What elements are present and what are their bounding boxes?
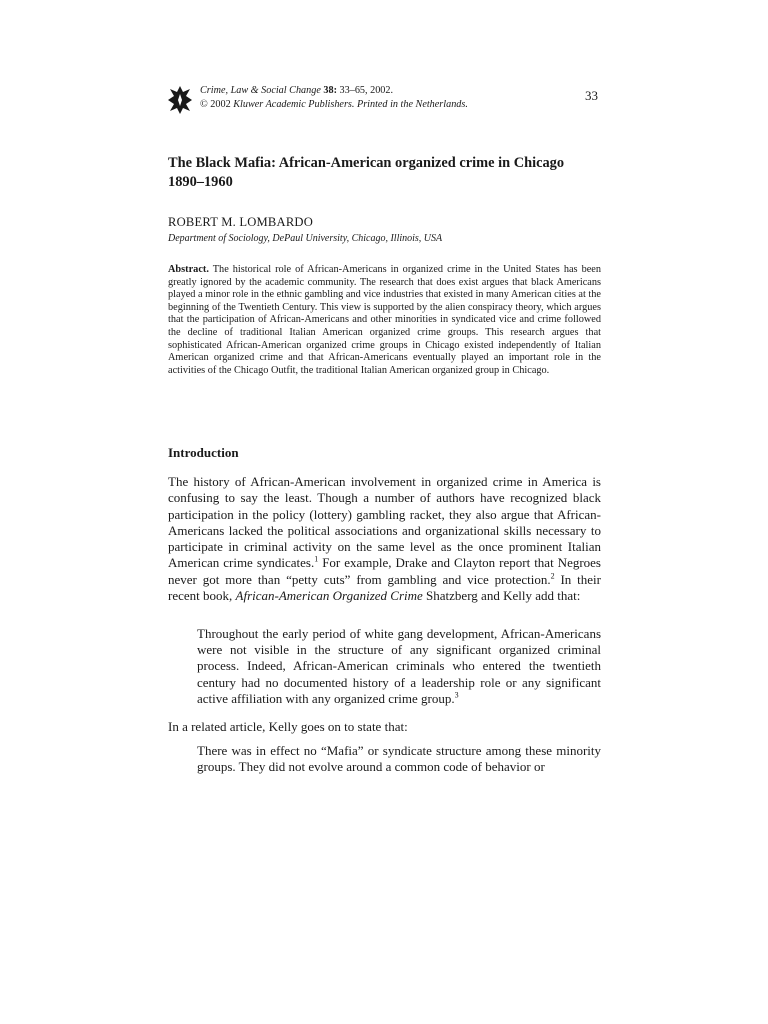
- block-quote-2: There was in effect no “Mafia” or syndicate structure among these minority groups. They did not evolve around a common code of behavior or: [197, 743, 601, 775]
- abstract-text: The historical role of African-Americans in organized crime in the United States has been greatly ignored by the academic community. The research that does exist argues that black Americans played a minor role in the ethnic gambling and vice industries that existed in many American cities at the beginning of the Twentieth Century. This view is supported by the alien conspiracy theory, which argues that the participation of African-Americans and other minorities in syndicated vice and crime followed the decline of traditional Italian American organized crime groups. This research argues that sophisticated African-American organized crime groups in Chicago existed independently of Italian American organized crime and that African-Americans eventually played an important role in the activities of the Chicago Outfit, the traditional Italian American organized group in Chicago.: [168, 264, 602, 376]
- title-line-2: 1890–1960: [168, 174, 233, 190]
- quote-1-text: Throughout the early period of white gang development, African-Americans were not visible in the structure of any significant organized criminal process. Indeed, African-American criminals who entered the twentieth century had no documented history of a leadership role or any significant active affiliation with any organized crime group.: [197, 626, 601, 706]
- abstract-label: Abstract.: [168, 264, 209, 275]
- abstract: [168, 264, 601, 377]
- journal-pages-year: 33–65, 2002.: [339, 85, 394, 96]
- publisher-name: Kluwer Academic Publishers.: [233, 99, 355, 110]
- intro-p1-text-c: In their recent book,: [168, 571, 601, 604]
- intro-paragraph-1: [168, 474, 601, 604]
- journal-name: Crime, Law & Social Change: [200, 85, 321, 96]
- article-title: [168, 154, 608, 192]
- citation-line-2: [200, 98, 468, 112]
- intro-p1-text-b: For example, Drake and Clayton report that Negroes never got more than “petty cuts” from gambling and vice protection.: [168, 555, 601, 587]
- footnote-ref-2: 2: [550, 571, 555, 581]
- section-heading-introduction: Introduction: [168, 445, 239, 460]
- journal-volume: 38:: [323, 85, 337, 96]
- copyright-notice: © 2002: [200, 99, 231, 110]
- intro-p1-text-d: Shatzberg and Kelly add that:: [422, 588, 581, 604]
- citation-line-1: [200, 84, 468, 98]
- book-title: African-American Organized Crime: [235, 588, 423, 604]
- journal-citation: [200, 84, 468, 112]
- author-affiliation: Department of Sociology, DePaul University, Chicago, Illinois, USA: [168, 233, 443, 244]
- intro-p1-text-a: The history of African-American involvement in organized crime in America is confusing to say the least. Though a number of authors have recognized black participation in the policy (lottery) gambling racket, they also argue that African-Americans lacked the political associations and organizational skills necessary to participate in criminal activity on the same level as the once prominent Italian American crime syndicates.: [168, 474, 601, 571]
- publisher-logo-icon: [168, 86, 192, 114]
- block-quote-1: [197, 626, 601, 707]
- page-number: 33: [585, 88, 598, 103]
- author-name: ROBERT M. LOMBARDO: [168, 215, 314, 229]
- intro-paragraph-2: In a related article, Kelly goes on to state that:: [168, 719, 408, 734]
- footnote-ref-3: 3: [454, 690, 459, 700]
- title-line-1: The Black Mafia: African-American organized crime in Chicago: [168, 155, 565, 171]
- printed-location: Printed in the Netherlands.: [356, 99, 468, 110]
- footnote-ref-1: 1: [314, 555, 319, 565]
